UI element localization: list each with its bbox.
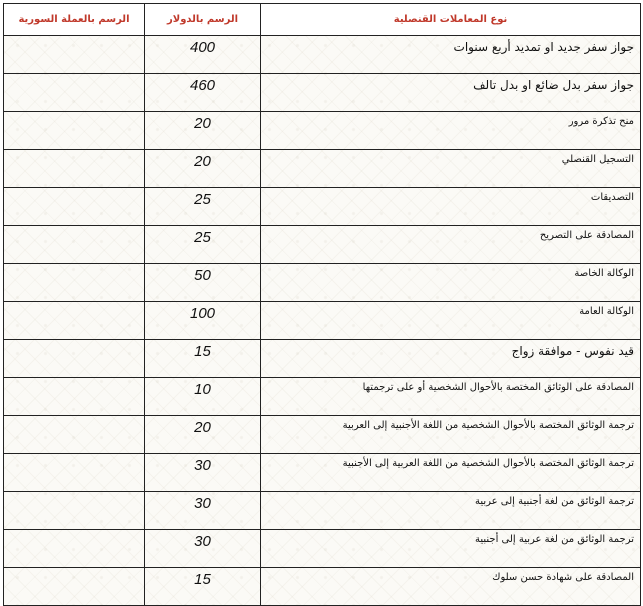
table-row [4,188,641,226]
transaction-type-cell: المصادقة على الوثائق المختصة بالأحوال الشخصية أو على ترجمتها [261,378,641,416]
fee-usd-cell: 50 [145,264,261,302]
table-row [4,302,641,340]
fee-syp-cell [4,378,145,416]
consular-fees-table [3,3,641,606]
table-row [4,530,641,568]
fee-usd-cell: 30 [145,530,261,568]
transaction-type-cell: المصادقة على شهادة حسن سلوك [261,568,641,606]
table-row [4,264,641,302]
fee-syp-cell [4,416,145,454]
header-fee-syp: الرسم بالعملة السورية [4,4,145,36]
transaction-type-cell: منح تذكرة مرور [261,112,641,150]
table-row [4,74,641,112]
header-row [4,4,641,36]
fee-usd-cell: 30 [145,492,261,530]
table-header [4,4,641,36]
fee-usd-cell: 30 [145,454,261,492]
transaction-type-cell: ترجمة الوثائق المختصة بالأحوال الشخصية من اللغة الأجنبية إلى العربية [261,416,641,454]
fee-usd-cell: 10 [145,378,261,416]
fee-syp-cell [4,264,145,302]
header-fee-usd: الرسم بالدولار [145,4,261,36]
table-row [4,454,641,492]
table-row [4,492,641,530]
fee-usd-cell: 20 [145,416,261,454]
table-row [4,340,641,378]
fee-usd-cell: 25 [145,226,261,264]
transaction-type-cell: جواز سفر جديد او تمديد أربع سنوات [261,36,641,74]
fee-usd-cell: 20 [145,150,261,188]
transaction-type-cell: الوكالة الخاصة [261,264,641,302]
transaction-type-cell: التسجيل القنصلي [261,150,641,188]
table-row [4,378,641,416]
fee-syp-cell [4,150,145,188]
fee-usd-cell: 20 [145,112,261,150]
transaction-type-cell: ترجمة الوثائق من لغة أجنبية إلى عربية [261,492,641,530]
transaction-type-cell: الوكالة العامة [261,302,641,340]
fee-usd-cell: 460 [145,74,261,112]
fee-usd-cell: 400 [145,36,261,74]
table-row [4,112,641,150]
table-row [4,150,641,188]
fee-syp-cell [4,492,145,530]
transaction-type-cell: التصديقات [261,188,641,226]
transaction-type-cell: جواز سفر بدل ضائع او بدل تالف [261,74,641,112]
fee-syp-cell [4,112,145,150]
transaction-type-cell: المصادقة على التصريح [261,226,641,264]
fee-usd-cell: 15 [145,568,261,606]
fee-syp-cell [4,74,145,112]
table-body [4,36,641,606]
fee-syp-cell [4,188,145,226]
table-row [4,226,641,264]
fee-syp-cell [4,340,145,378]
fee-syp-cell [4,568,145,606]
fee-syp-cell [4,36,145,74]
transaction-type-cell: قيد نفوس - موافقة زواج [261,340,641,378]
fee-usd-cell: 100 [145,302,261,340]
consular-fees-table-wrapper [3,3,641,606]
fee-syp-cell [4,226,145,264]
table-row [4,36,641,74]
fee-syp-cell [4,302,145,340]
fee-syp-cell [4,530,145,568]
table-row [4,416,641,454]
transaction-type-cell: ترجمة الوثائق من لغة عربية إلى أجنبية [261,530,641,568]
fee-syp-cell [4,454,145,492]
table-row [4,568,641,606]
fee-usd-cell: 15 [145,340,261,378]
fee-usd-cell: 25 [145,188,261,226]
transaction-type-cell: ترجمة الوثائق المختصة بالأحوال الشخصية من اللغة العربية إلى الأجنبية [261,454,641,492]
header-transaction-type: نوع المعاملات القنصلية [261,4,641,36]
